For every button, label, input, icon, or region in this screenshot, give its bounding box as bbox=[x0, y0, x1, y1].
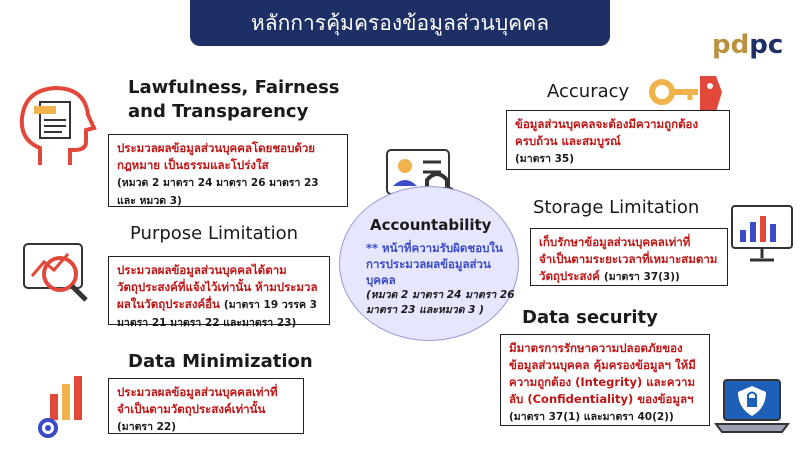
accuracy-text: ข้อมูลส่วนบุคคลจะต้องมีความถูกต้อง ครบถ้วน และสมบูรณ์ bbox=[515, 117, 699, 148]
minimization-text: ประมวลผลข้อมูลส่วนบุคคลเท่าที่จำเป็นตามวัตถุประสงค์เท่านั้น bbox=[117, 385, 278, 416]
storage-box bbox=[530, 228, 728, 286]
storage-text: เก็บรักษาข้อมูลส่วนบุคคลเท่าที่จำเป็นตามระยะเวลาที่เหมาะสมตามวัตถุประสงค์ bbox=[539, 235, 718, 283]
lawfulness-box bbox=[108, 134, 348, 207]
head-document-icon bbox=[10, 80, 105, 170]
lawfulness-ref: (หมวด 2 มาตรา 24 มาตรา 26 มาตรา 23 และ หมวด 3) bbox=[117, 177, 319, 207]
storage-heading: Storage Limitation bbox=[533, 197, 700, 218]
accuracy-ref: (มาตรา 35) bbox=[515, 153, 575, 165]
magnifier-chart-icon bbox=[20, 238, 100, 308]
security-text: มีมาตรการรักษาความปลอดภัยของข้อมูลส่วนบุคคล คุ้มครองข้อมูลฯ ให้มีความถูกต้อง (Integrity) และความลับ (Confidentiality) ของข้อมูลฯ bbox=[509, 341, 696, 406]
lawfulness-heading: Lawfulness, Fairness and Transparency bbox=[128, 77, 340, 122]
laptop-shield-icon bbox=[712, 374, 792, 440]
purpose-ref: (มาตรา 19 วรรค 3 มาตรา 21 มาตรา 22 และมาตรา 23) bbox=[117, 299, 317, 329]
minimization-ref: (มาตรา 22) bbox=[117, 421, 177, 433]
minimization-heading: Data Minimization bbox=[128, 351, 313, 372]
purpose-text: ประมวลผลข้อมูลส่วนบุคคลได้ตามวัตถุประสงค์ที่แจ้งไว้เท่านั้น ห้ามประมวลผลในวัตถุประสงค์อื่น bbox=[117, 263, 318, 311]
security-box bbox=[500, 334, 710, 426]
storage-ref: (มาตรา 37(3)) bbox=[603, 271, 680, 283]
minimization-box bbox=[108, 378, 304, 434]
accountability-text: ** หน้าที่ความรับผิดชอบในการประมวลผลข้อมูลส่วนบุคคล bbox=[366, 241, 503, 287]
page-title: หลักการคุ้มครองข้อมูลส่วนบุคคล bbox=[190, 0, 610, 46]
accountability-heading: Accountability bbox=[370, 216, 492, 234]
monitor-chart-icon bbox=[728, 202, 798, 264]
purpose-box bbox=[108, 256, 330, 329]
accuracy-box bbox=[506, 110, 730, 170]
purpose-heading: Purpose Limitation bbox=[130, 223, 299, 244]
accountability-ref: (หมวด 2 มาตรา 24 มาตรา 26 มาตรา 23 และหมวด 3 ) bbox=[366, 289, 515, 316]
lawfulness-text: ประมวลผลข้อมูลส่วนบุคคลโดยชอบด้วยกฎหมาย เป็นธรรมและโปร่งใส bbox=[117, 141, 316, 172]
bar-chart-gear-icon bbox=[28, 366, 98, 442]
security-ref: (มาตรา 37(1) และมาตรา 40(2)) bbox=[509, 411, 674, 423]
accuracy-heading: Accuracy bbox=[547, 81, 630, 102]
security-heading: Data security bbox=[522, 307, 658, 328]
pdpc-logo: pdpc bbox=[712, 30, 784, 60]
